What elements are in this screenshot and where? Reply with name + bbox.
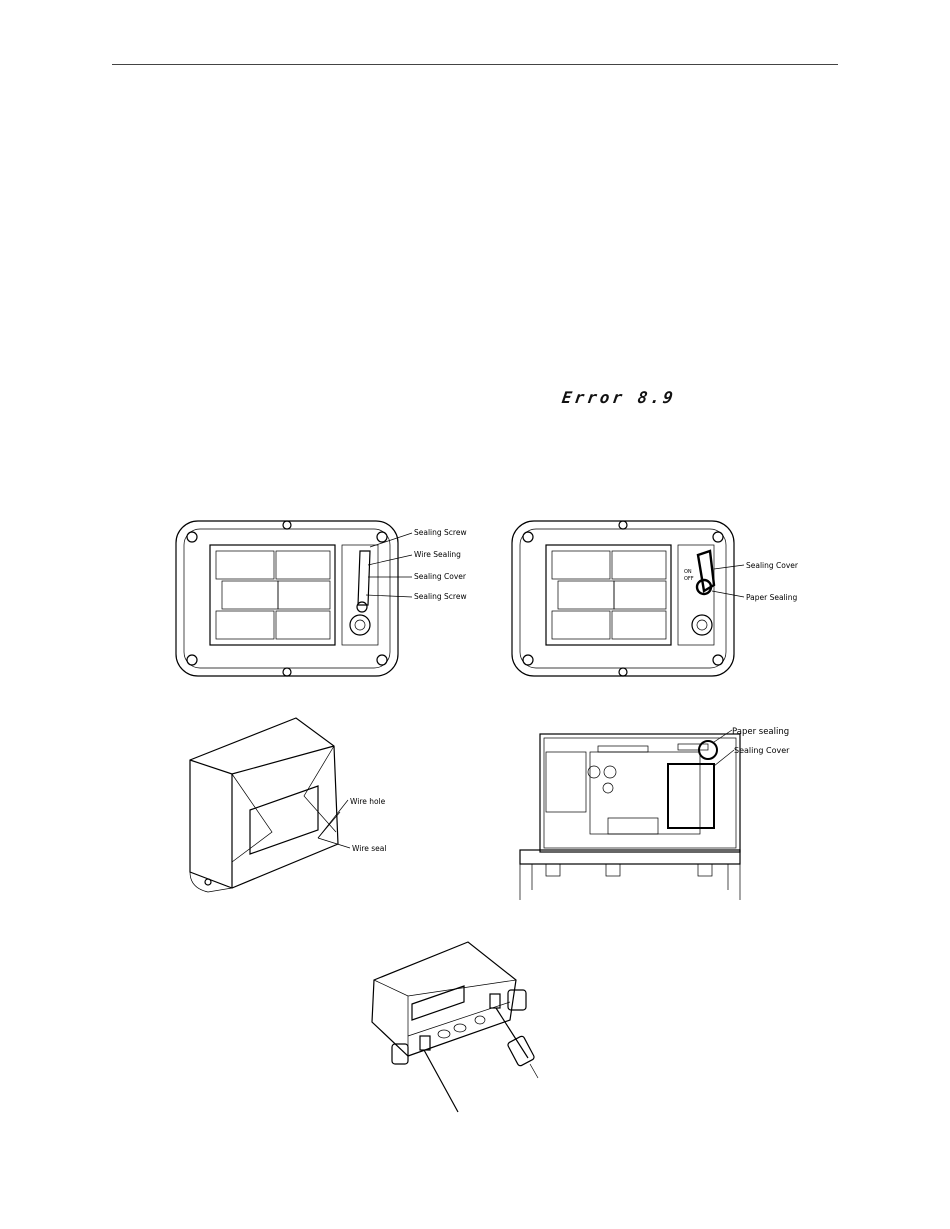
error-display-text: Error 8.9 [560, 388, 678, 407]
figure-wire-sealing-back [172, 515, 482, 685]
switch-off-label: OFF [684, 576, 694, 582]
label-paper-sealing: Paper sealing [732, 727, 790, 737]
label-wire-hole: Wire hole [350, 797, 386, 806]
label-wire-seal: Wire seal [352, 844, 387, 853]
header-rule [112, 64, 838, 65]
label-sealing-cover: Sealing Cover [734, 746, 790, 755]
figure-cable-glands [368, 940, 568, 1120]
figure-paper-sealing-back [508, 515, 808, 685]
label-sealing-cover: Sealing Cover [746, 561, 798, 570]
label-sealing-cover: Sealing Cover [414, 572, 466, 581]
figure-wire-hole-enclosure [186, 712, 406, 897]
switch-on-label: ON [684, 569, 692, 575]
figure-paper-sealing-board [518, 724, 798, 900]
label-sealing-screw-bottom: Sealing Screw [414, 592, 467, 601]
label-sealing-screw-top: Sealing Screw [414, 528, 467, 537]
label-wire-sealing: Wire Sealing [414, 550, 461, 559]
label-paper-sealing: Paper Sealing [746, 593, 798, 602]
